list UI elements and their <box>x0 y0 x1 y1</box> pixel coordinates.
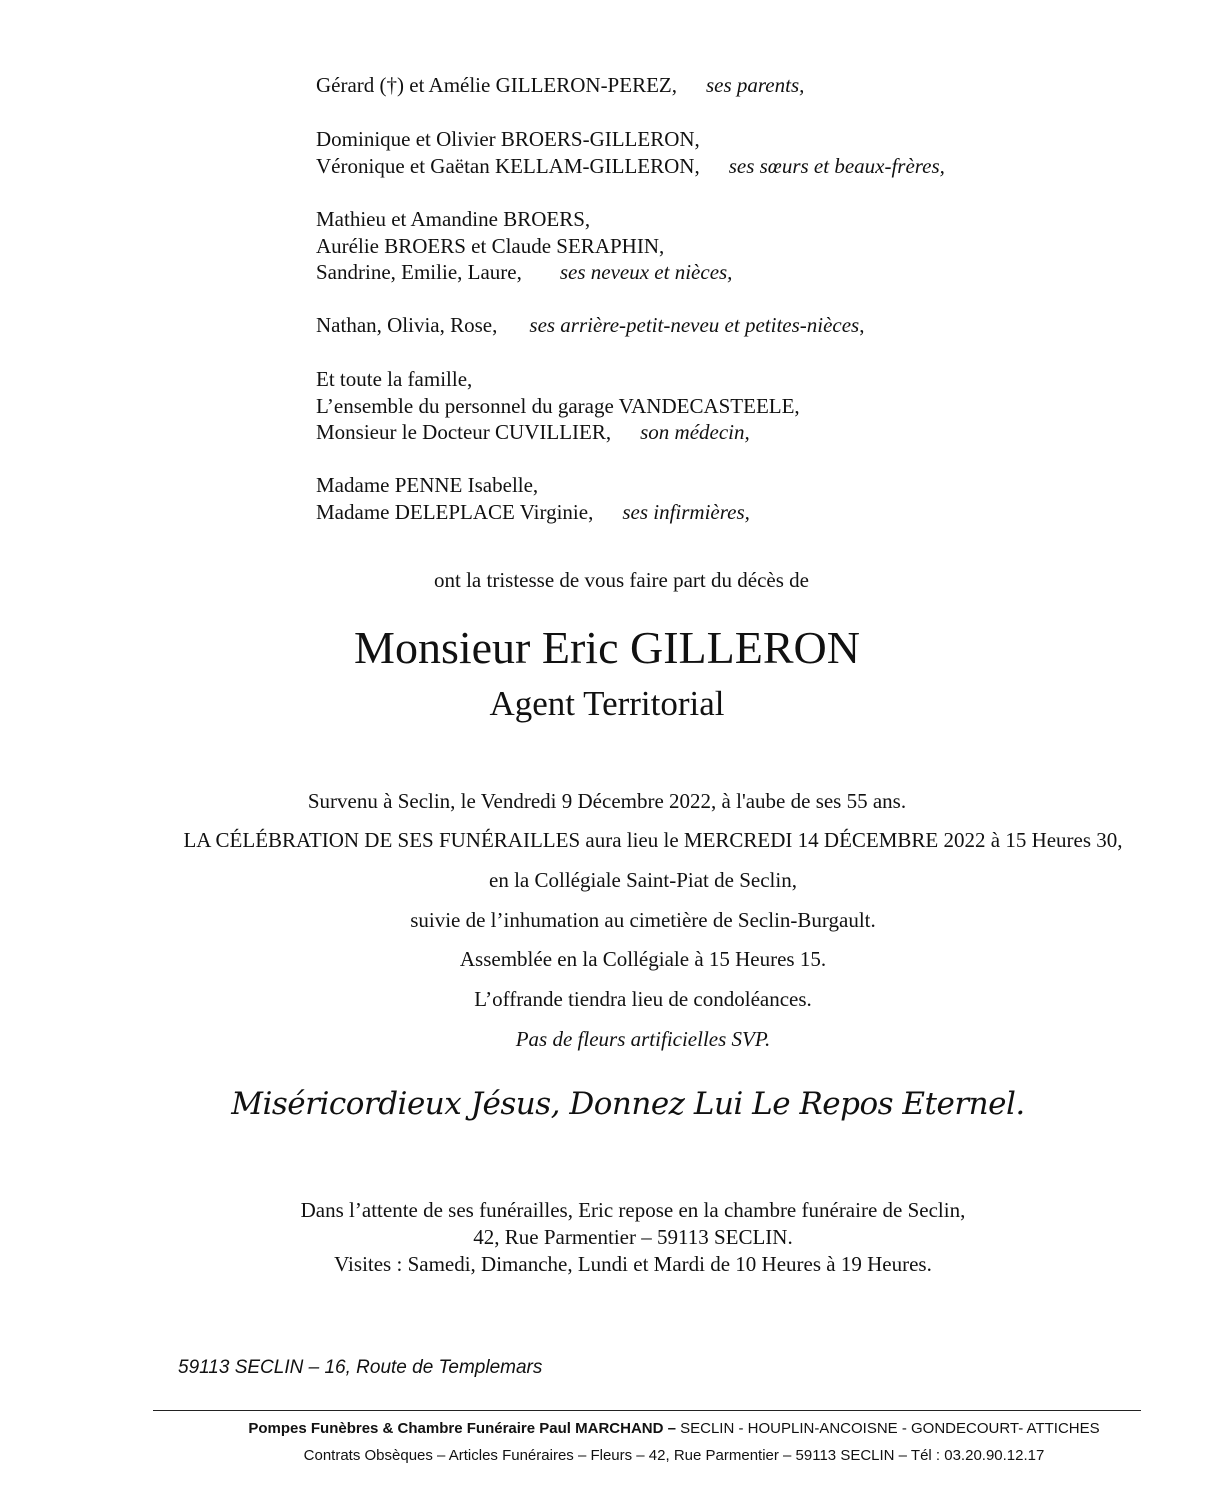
nurses-line-2 <box>316 500 750 524</box>
doctor-role: son médecin, <box>640 420 750 444</box>
nephews-line-1: Mathieu et Amandine BROERS, <box>316 207 591 231</box>
siblings-names: Véronique et Gaëtan KELLAM-GILLERON, <box>316 154 700 178</box>
others-line-3 <box>316 420 750 444</box>
nephews-role: ses neveux et nièces, <box>559 260 733 284</box>
siblings-line-2 <box>316 154 945 178</box>
grand-nephews-role: ses arrière-petit-neveu et petites-nièces <box>529 313 860 337</box>
deceased-title: Agent Territorial <box>489 684 725 723</box>
nurses-role: ses infirmières, <box>622 500 750 524</box>
rest-line-2: 42, Rue Parmentier – 59113 SECLIN. <box>473 1225 793 1249</box>
grand-nephews-trailing-comma: , <box>859 313 865 337</box>
rest-line-1: Dans l’attente de ses funérailles, Eric repose en la chambre funéraire de Seclin, <box>300 1198 966 1222</box>
footer-locations: SECLIN - HOUPLIN-ANCOISNE - GONDECOURT- ATTICHES <box>675 1420 1100 1437</box>
footer-contacts: Contrats Obsèques – Articles Funéraires – Fleurs – 42, Rue Parmentier – 59113 SECLIN – Tél : 03.20.90.12.17 <box>303 1447 1045 1464</box>
nephews-line-2: Aurélie BROERS et Claude SERAPHIN, <box>316 234 665 258</box>
detail-line-2: LA CÉLÉBRATION DE SES FUNÉRAILLES aura lieu le MERCREDI 14 DÉCEMBRE 2022 à 15 Heures 30, <box>183 828 1123 852</box>
footer-company-line <box>0 1419 1214 1439</box>
detail-line-7: Pas de fleurs artificielles SVP. <box>515 1027 771 1051</box>
parents-names: Gérard (†) et Amélie GILLERON-PEREZ, <box>316 73 677 97</box>
footer-company-name: Pompes Funèbres & Chambre Funéraire Paul MARCHAND – <box>248 1420 676 1437</box>
prayer-text: Miséricordieux Jésus, Donnez Lui Le Repos Eternel. <box>231 1086 1025 1122</box>
nurses-names: Madame DELEPLACE Virginie, <box>316 500 594 524</box>
detail-line-1: Survenu à Seclin, le Vendredi 9 Décembre 2022, à l'aube de ses 55 ans. <box>307 789 907 813</box>
others-line-1: Et toute la famille, <box>316 367 473 391</box>
deceased-name: Monsieur Eric GILLERON <box>354 622 860 673</box>
footer-divider <box>153 1410 1141 1411</box>
detail-line-5: Assemblée en la Collégiale à 15 Heures 15. <box>459 947 827 971</box>
detail-line-4: suivie de l’inhumation au cimetière de Seclin-Burgault. <box>410 908 876 932</box>
parents-role: ses parents, <box>705 73 805 97</box>
siblings-role: ses sœurs et beaux-frères, <box>728 154 945 178</box>
nephews-names: Sandrine, Emilie, Laure, <box>316 260 522 284</box>
nephews-line-3 <box>316 260 732 284</box>
family-parents-line <box>316 73 804 97</box>
footer-address: 59113 SECLIN – 16, Route de Templemars <box>178 1357 543 1378</box>
rest-line-3: Visites : Samedi, Dimanche, Lundi et Mardi de 10 Heures à 19 Heures. <box>334 1252 932 1276</box>
doctor-name: Monsieur le Docteur CUVILLIER, <box>316 420 612 444</box>
nurses-line-1: Madame PENNE Isabelle, <box>316 473 539 497</box>
detail-line-3: en la Collégiale Saint-Piat de Seclin, <box>489 868 797 892</box>
grand-nephews-line <box>316 313 864 337</box>
siblings-line-1: Dominique et Olivier BROERS-GILLERON, <box>316 127 700 151</box>
grand-nephews-names: Nathan, Olivia, Rose, <box>316 313 498 337</box>
others-line-2: L’ensemble du personnel du garage VANDECASTEELE, <box>316 394 800 418</box>
detail-line-6: L’offrande tiendra lieu de condoléances. <box>474 987 812 1011</box>
announcement-text: ont la tristesse de vous faire part du décès de <box>434 568 809 592</box>
